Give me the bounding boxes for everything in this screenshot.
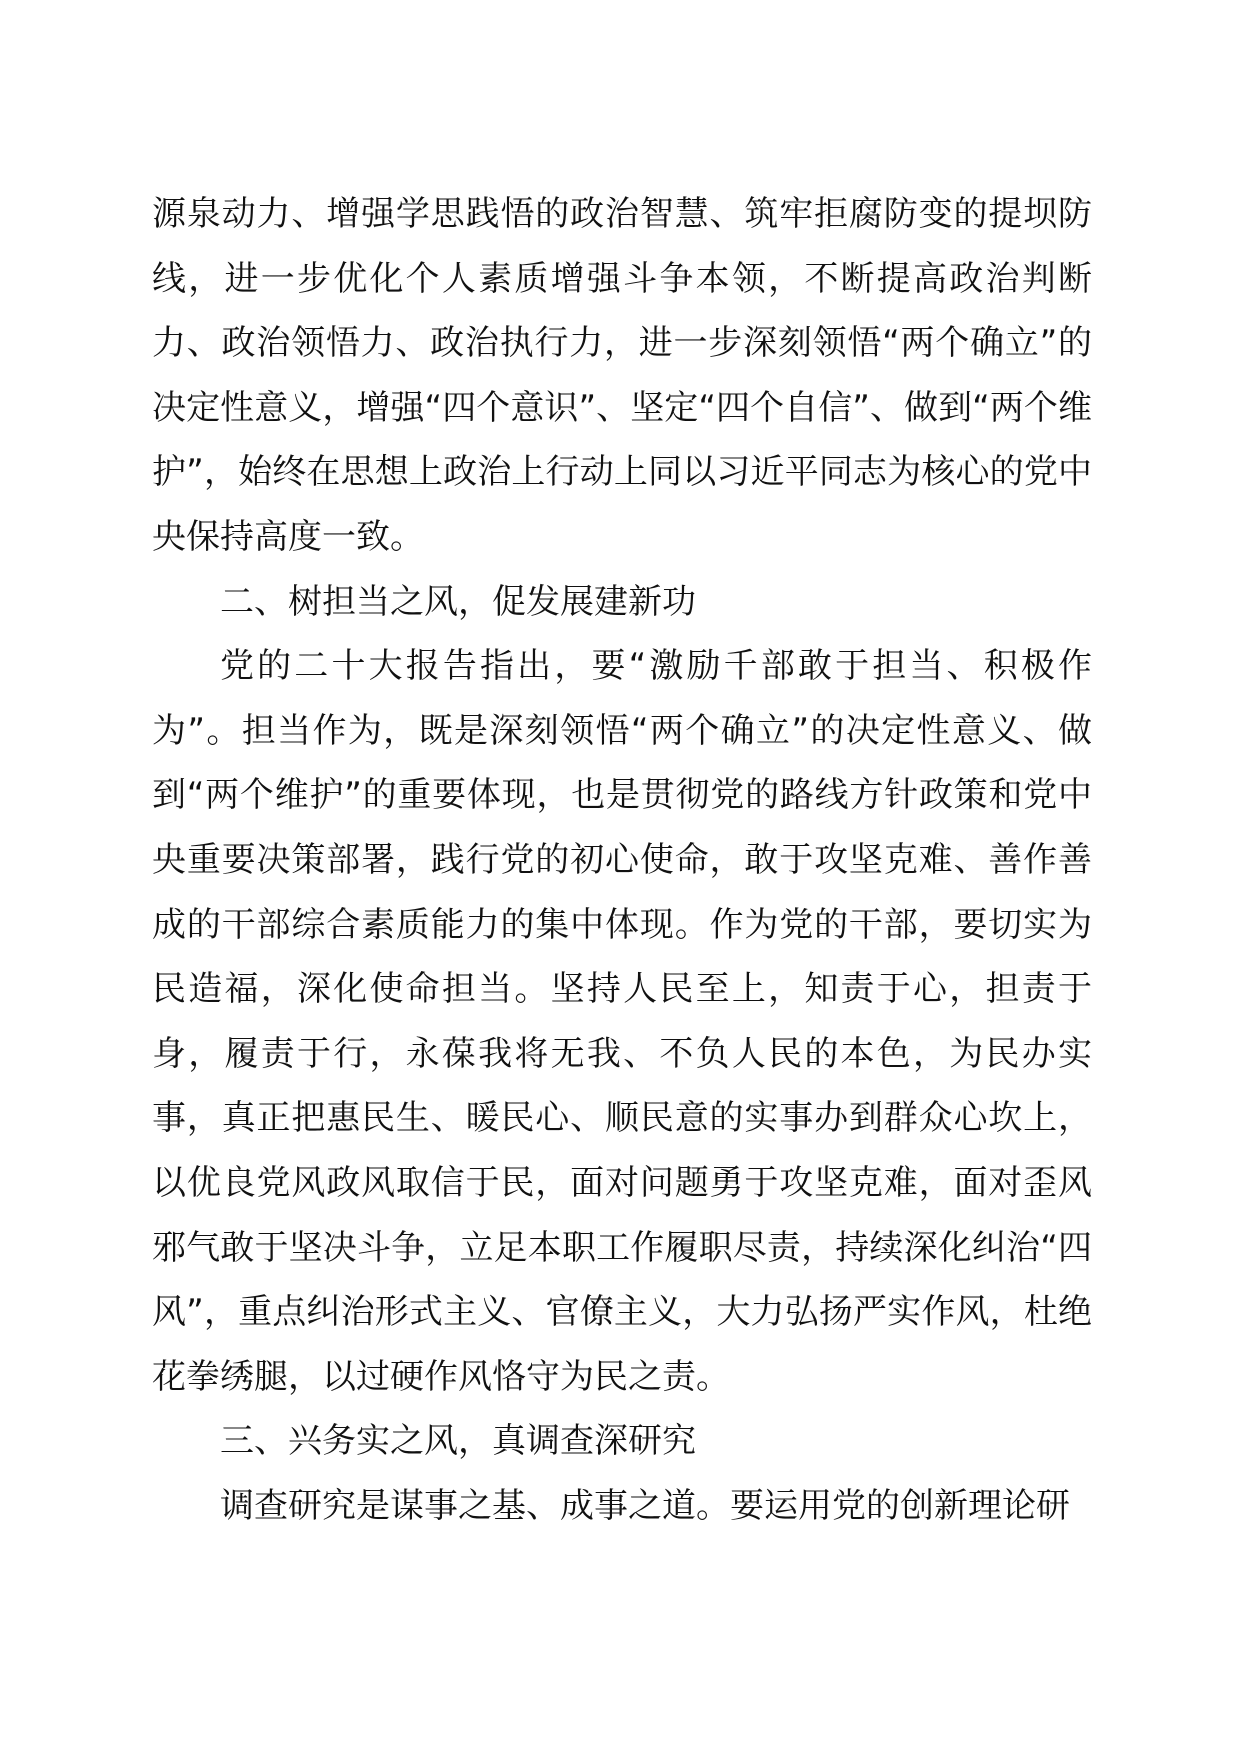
section-heading-3: 三、兴务实之风，真调查深研究	[220, 1421, 696, 1462]
paragraph-continued: 源泉动力、增强学思践悟的政治智慧、筑牢拒腐防变的提坝防线，进一步优化个人素质增强斗争本领，不断提高政治判断力、政治领悟力、政治执行力，进一步深刻领悟“两个确立”的决定性意义，增强“四个意识”、坚定“四个自信”、做到“两个维护”，始终在思想上政治上行动上同以习近平同志为核心的党中央保持高度一致。	[152, 194, 1092, 557]
paragraph-section-3: 调查研究是谋事之基、成事之道。要运用党的创新理论研	[220, 1485, 1070, 1526]
section-heading-2: 二、树担当之风，促发展建新功	[220, 581, 696, 622]
paragraph-section-2: 党的二十大报告指出，要“激励千部敢于担当、积极作为”。担当作为，既是深刻领悟“两个确立”的决定性意义、做到“两个维护”的重要体现，也是贯彻党的路线方针政策和党中央重要决策部署，践行党的初心使命，敢于攻坚克难、善作善成的干部综合素质能力的集中体现。作为党的干部，要切实为民造福，深化使命担当。坚持人民至上，知责于心，担责于身，履责于行，永葆我将无我、不负人民的本色，为民办实事，真正把惠民生、暖民心、顺民意的实事办到群众心坎上，以优良党风政风取信于民，面对问题勇于攻坚克难，面对歪风邪气敢于坚决斗争，立足本职工作履职尽责，持续深化纠治“四风”，重点纠治形式主义、官僚主义，大力弘扬严实作风，杜绝花拳绣腿，以过硬作风恪守为民之责。	[152, 646, 1092, 1397]
document-body	[152, 182, 1092, 1538]
